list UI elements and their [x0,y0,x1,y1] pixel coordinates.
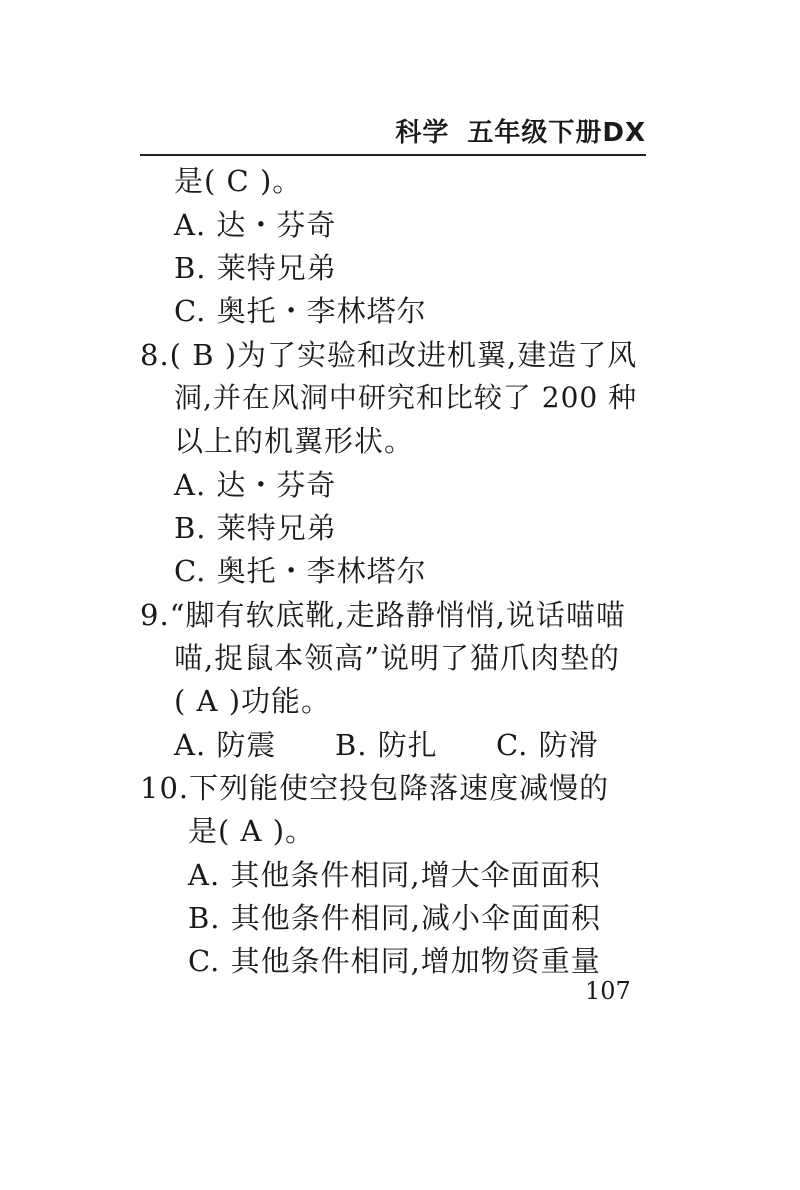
q9-option-c: C. 防滑 [496,728,599,762]
q10-option-b: B. 其他条件相同,减小伞面面积 [188,901,601,935]
header-rule [140,154,646,156]
q7-option-c: C. 奥托・李林塔尔 [174,294,427,328]
q8-line-2: 洞,并在风洞中研究和比较了 200 种 [174,381,638,414]
header-edition: DX [602,118,646,148]
q9-option-a: A. 防震 [174,728,277,762]
q7-option-b: B. 莱特兄弟 [174,251,337,285]
q10-option-c: C. 其他条件相同,增加物资重量 [188,944,601,978]
q7-stem-end: 是( C )。 [174,164,303,198]
q9-line-2: 喵,捉鼠本领高”说明了猫爪肉垫的 [174,641,621,675]
q8-line-3: 以上的机翼形状。 [174,424,415,458]
q9-option-b: B. 防扎 [335,728,438,762]
q10-line-1: 10.下列能使空投包降落速度减慢的 [140,771,610,805]
q8-line-1: 8.( B )为了实验和改进机翼,建造了风 [140,338,638,372]
q8-option-c: C. 奥托・李林塔尔 [174,554,427,588]
header-grade-book: 五年级下册 [467,118,603,148]
q10-option-a: A. 其他条件相同,增大伞面面积 [188,858,601,892]
q9-line-1: 9.“脚有软底靴,走路静悄悄,说话喵喵 [140,598,626,632]
q7-option-a: A. 达・芬奇 [174,208,337,242]
header-subject: 科学 [395,118,450,148]
q10-line-2: 是( A )。 [188,814,316,848]
q9-line-3: ( A )功能。 [174,684,332,718]
page-number: 107 [585,977,631,1005]
q8-option-a: A. 达・芬奇 [174,468,337,502]
running-header [140,112,646,149]
q8-option-b: B. 莱特兄弟 [174,511,337,545]
